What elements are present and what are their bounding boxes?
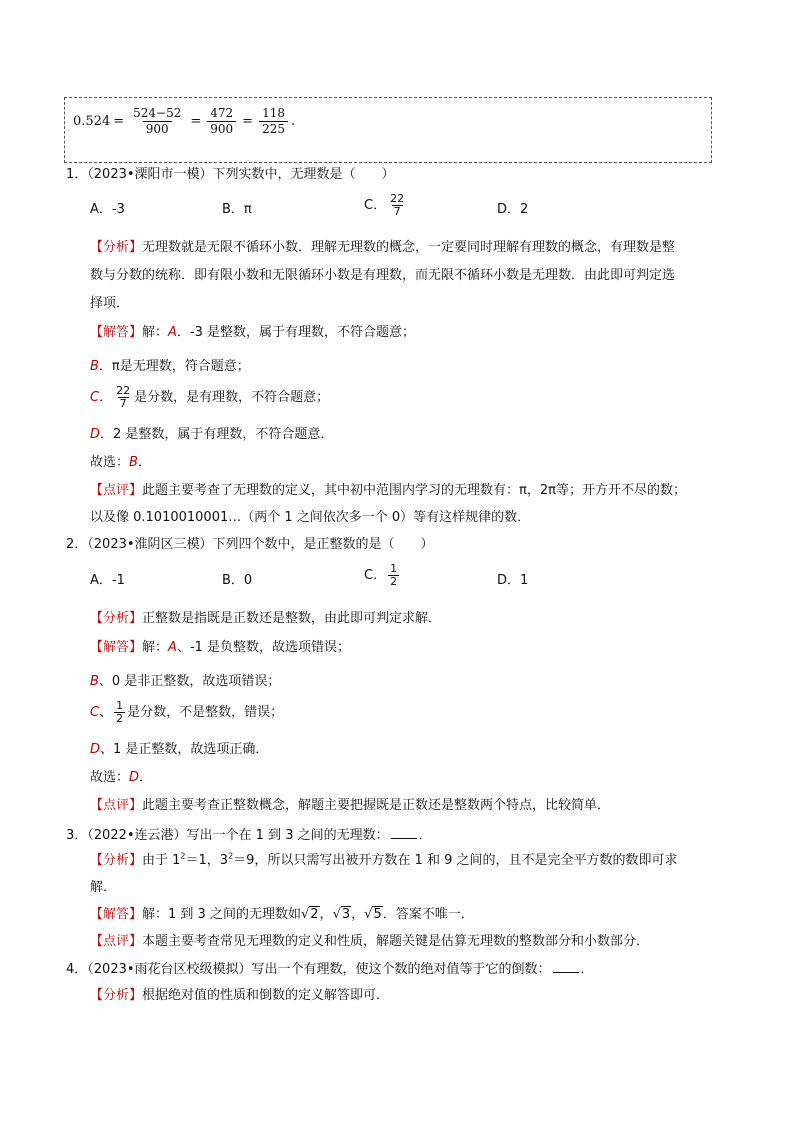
- q2-comment: 【点评】此题主要考查正整数概念，解题主要把握既是正数还是整数两个特点，比较简单．: [90, 798, 611, 813]
- sqrt-2: √ 2: [300, 907, 319, 922]
- fraction-3-denominator: 225: [259, 121, 288, 137]
- q2-choice: 故选：D．: [90, 770, 153, 785]
- q2-option-c-fraction: 1 2: [390, 562, 398, 588]
- q2-option-c: [364, 563, 401, 588]
- q1-solution-c-fraction: 22 7: [116, 384, 131, 410]
- q1-option-c-fraction: [388, 193, 406, 218]
- q2-solution-b: B、0 是非正整数，故选项错误；: [90, 674, 281, 689]
- sqrt-5: √ 5: [364, 907, 382, 922]
- fraction-3: [259, 106, 288, 137]
- fraction-3-numerator: 118: [262, 106, 285, 120]
- q3-analysis-line-1: 【分析】由于 $1^2=1$，$3^2=9$，所以只需写出被开方数在 1 和 9 之间的，且不是完全平方数的数即可求: [90, 851, 678, 868]
- eq-sign: =: [242, 114, 254, 129]
- q1-solution-a: 【解答】解：A．-3 是整数，属于有理数，不符合题意；: [90, 325, 416, 340]
- q3-comment: 【点评】本题主要考查常见无理数的定义和性质，解题关键是估算无理数的整数部分和小数部分．: [90, 934, 650, 949]
- eq-sign: =: [190, 114, 202, 129]
- sqrt-3: √ 3: [332, 907, 351, 922]
- eq-sign: =: [113, 114, 125, 129]
- q3-solution: 【解答】解：1 到 3 之间的无理数如 √ 2 ， √ 3 ， √ 5 ．答案不唯一．: [90, 907, 474, 922]
- fraction-2: [207, 106, 236, 137]
- comment-tag: 【点评】: [90, 483, 143, 498]
- q2-solution-c-fraction: 1 2: [116, 699, 124, 725]
- q1-option-c-denominator: 7: [393, 205, 401, 218]
- q1-comment-line-1: 【点评】此题主要考查了无理数的定义，其中初中范围内学习的无理数有：π，2π等；开方开不尽的数；: [90, 483, 686, 498]
- q1-option-c-numerator: 22: [390, 192, 405, 205]
- fraction-1-denominator: 900: [143, 121, 172, 137]
- q1-solution-b: B．π是无理数，符合题意；: [90, 359, 250, 374]
- answer-blank: [391, 826, 417, 839]
- q2-solution-c: C 、 1 2 是分数，不是整数，错误；: [90, 699, 284, 725]
- fraction-2-numerator: 472: [210, 106, 234, 120]
- q1-option-a: A．-3: [90, 202, 125, 217]
- q1-option-b: B．π: [222, 202, 252, 217]
- q2-solution-d: D、1 是正整数，故选项正确．: [90, 742, 269, 757]
- q2-stem: 2．（2023•淮阴区三模）下列四个数中，是正整数的是（ ）: [66, 537, 434, 552]
- q2-option-d: D．1: [497, 573, 529, 588]
- analysis-tag: 【分析】: [90, 240, 143, 255]
- q1-option-c: [364, 193, 408, 218]
- q1-analysis-line-1: 【分析】无理数就是无限不循环小数．理解无理数的概念，一定要同时理解有理数的概念，有理数是整: [90, 240, 676, 255]
- q1-comment-line-2: 以及像 0.1010010001…（两个 1 之间依次多一个 0）等有这样规律的数．: [90, 510, 531, 525]
- equation-box: [64, 97, 712, 163]
- eq-lhs: 0.524: [73, 114, 111, 129]
- q1-option-c-label: C．: [364, 197, 387, 213]
- q2-option-c-label: C．: [364, 567, 387, 583]
- fraction-1: [130, 106, 184, 137]
- q1-analysis-line-3: 择项．: [90, 296, 130, 311]
- answer-blank: [553, 960, 579, 973]
- decimal-conversion-equation: [73, 106, 295, 137]
- q4-stem: 4．（2023•雨花台区校级模拟）写出一个有理数，使这个数的绝对值等于它的倒数： ．: [66, 962, 594, 977]
- q2-option-a: A．-1: [90, 573, 125, 588]
- solution-tag: 【解答】: [90, 325, 143, 340]
- q1-analysis-line-2: 数与分数的统称．即有限小数和无限循环小数是有理数，而无限不循环小数是无理数．由此即可判定选: [90, 268, 676, 283]
- q4-analysis: 【分析】根据绝对值的性质和倒数的定义解答即可．: [90, 988, 390, 1003]
- q2-option-b: B．0: [222, 573, 253, 588]
- q2-solution-a: 【解答】解：A、-1 是负整数，故选项错误；: [90, 640, 351, 655]
- q2-analysis: 【分析】正整数是指既是正数还是整数，由此即可判定求解．: [90, 611, 442, 626]
- q1-solution-d: D．2 是整数，属于有理数，不符合题意．: [90, 427, 334, 442]
- fraction-2-denominator: 900: [207, 121, 236, 137]
- eq-tail: .: [290, 114, 296, 129]
- q1-solution-c: C ． 22 7 是分数，是有理数，不符合题意；: [90, 384, 330, 410]
- q1-stem: 1．（2023•溧阳市一模）下列实数中，无理数是（ ）: [66, 167, 395, 182]
- q3-analysis-line-2: 解．: [90, 880, 117, 895]
- q1-choice: 故选：B．: [90, 455, 151, 470]
- q3-stem: 3．（2022•连云港）写出一个在 1 到 3 之间的无理数： ．: [66, 828, 432, 843]
- q1-option-d: D．2: [497, 202, 529, 217]
- fraction-1-numerator: 524−52: [133, 106, 182, 120]
